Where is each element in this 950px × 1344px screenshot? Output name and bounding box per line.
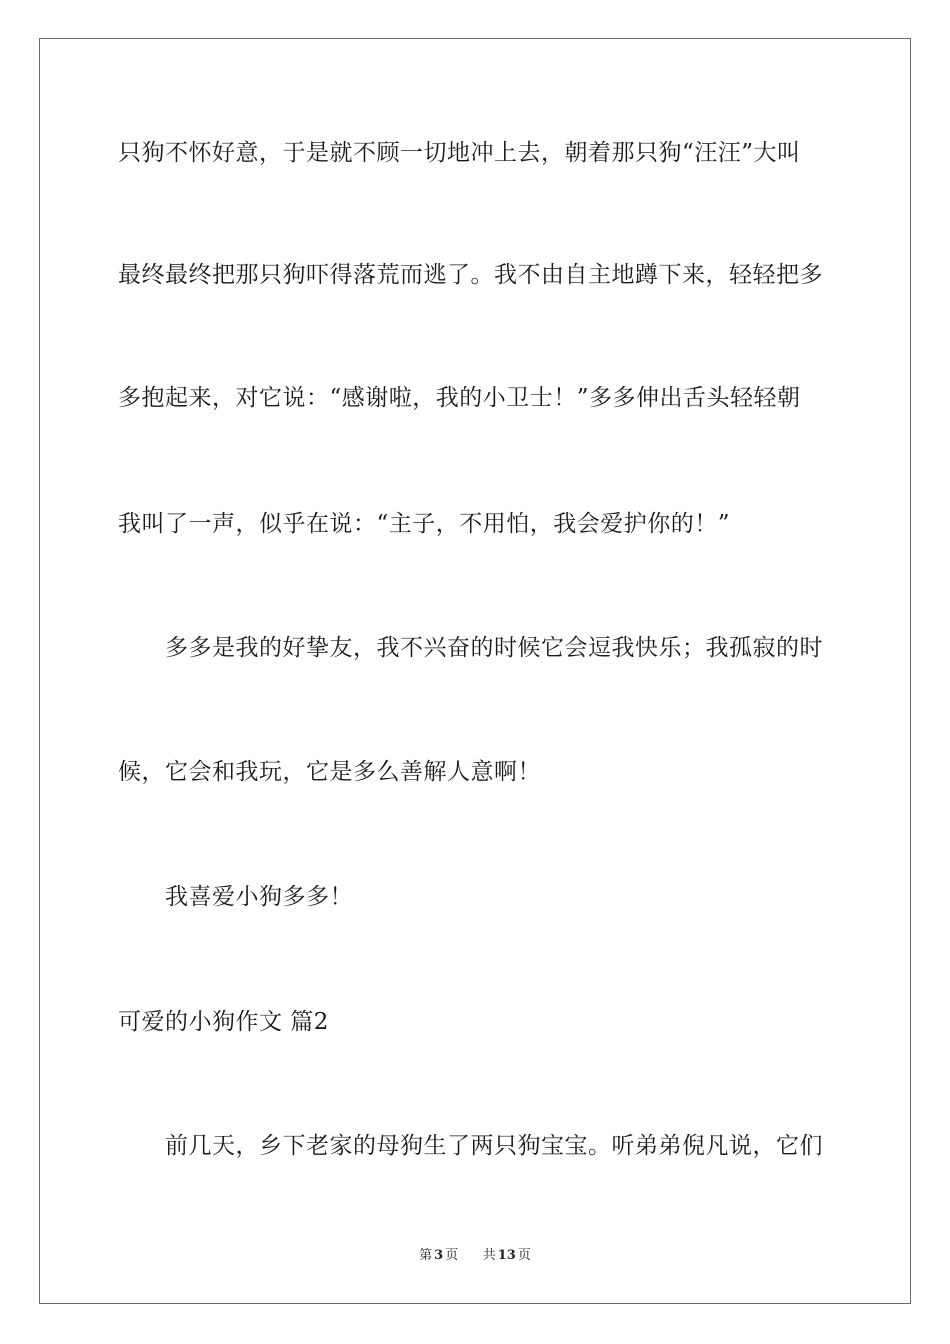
total-indicator [481,1248,533,1263]
paragraph-line: 候，它会和我玩，它是多么善解人意啊！ [118,759,541,785]
page-number: 3 [434,1248,444,1263]
paragraph-line: 我喜爱小狗多多！ [165,884,353,910]
page-prefix: 第 [419,1248,433,1263]
paragraph-line: 最终最终把那只狗吓得落荒而逃了。我不由自主地蹲下来，轻轻把多 [118,262,823,288]
section-heading: 可爱的小狗作文 篇2 [118,1009,329,1035]
total-number: 13 [497,1248,516,1263]
paragraph-line: 前几天，乡下老家的母狗生了两只狗宝宝。听弟弟倪凡说，它们 [165,1133,823,1159]
paragraph-line: 只狗不怀好意，于是就不顾一切地冲上去，朝着那只狗“汪汪”大叫 [118,140,801,166]
paragraph-line: 多多是我的好挚友，我不兴奋的时候它会逗我快乐；我孤寂的时 [165,635,823,661]
paragraph-line: 我叫了一声，似乎在说：“主子，不用怕，我会爱护你的！” [118,511,731,537]
page-suffix: 页 [445,1248,459,1263]
paragraph-line: 多抱起来，对它说：“感谢啦，我的小卫士！”多多伸出舌头轻轻朝 [118,385,801,411]
page-footer [0,1248,950,1264]
page-frame [39,38,911,1304]
total-suffix: 页 [517,1248,531,1263]
total-prefix: 共 [482,1248,496,1263]
page-indicator [417,1248,460,1263]
